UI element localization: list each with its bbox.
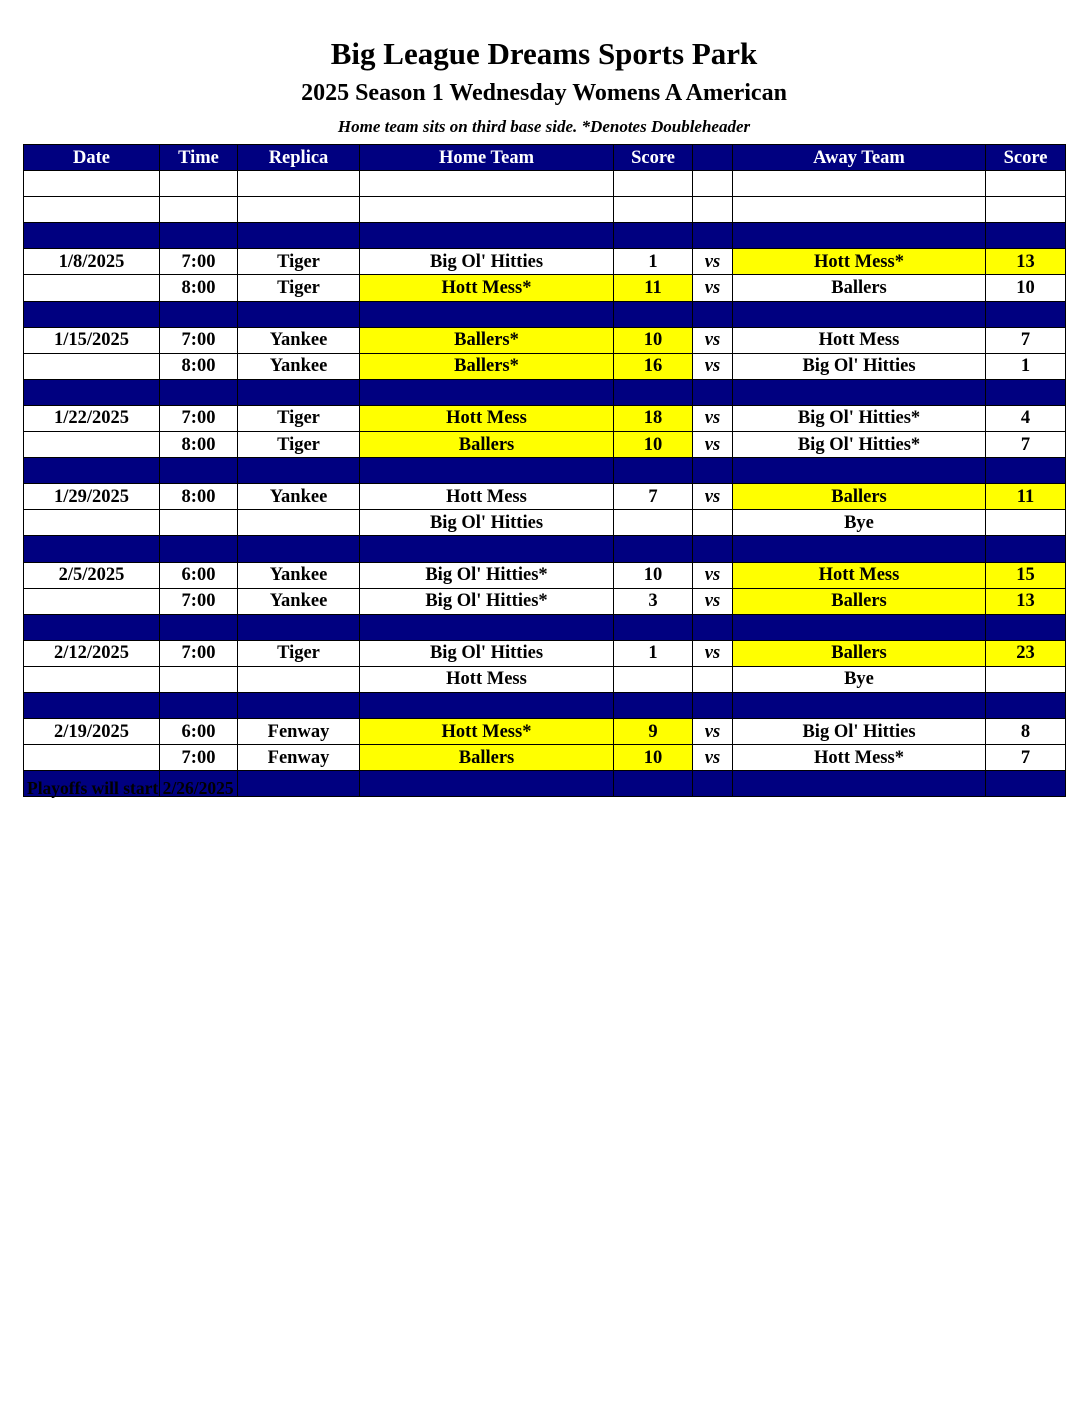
home-team-cell: Hott Mess*: [360, 719, 614, 745]
home-team-cell: [360, 614, 614, 640]
table-row: [24, 353, 1066, 379]
replica-cell: [238, 510, 360, 536]
away-team-cell: [733, 223, 986, 249]
away-score-cell: [986, 458, 1066, 484]
time-cell: [160, 301, 238, 327]
home-team-cell: [360, 171, 614, 197]
away-team-cell: [733, 458, 986, 484]
home-score-cell: [614, 771, 693, 797]
vs-cell: [693, 171, 733, 197]
table-header-row: [24, 145, 1066, 171]
vs-cell: vs: [693, 353, 733, 379]
replica-cell: Tiger: [238, 405, 360, 431]
home-team-cell: Ballers*: [360, 327, 614, 353]
separator-row: [24, 458, 1066, 484]
home-score-cell: 10: [614, 327, 693, 353]
home-score-cell: [614, 223, 693, 249]
time-cell: [160, 379, 238, 405]
table-row: [24, 562, 1066, 588]
table-row: [24, 484, 1066, 510]
time-cell: 8:00: [160, 432, 238, 458]
home-score-cell: 1: [614, 249, 693, 275]
home-score-cell: 16: [614, 353, 693, 379]
away-score-cell: 11: [986, 484, 1066, 510]
home-team-cell: Ballers: [360, 745, 614, 771]
away-score-cell: [986, 223, 1066, 249]
date-cell: [24, 223, 160, 249]
away-score-cell: [986, 171, 1066, 197]
away-team-cell: [733, 692, 986, 718]
time-cell: [160, 223, 238, 249]
table-row: [24, 510, 1066, 536]
home-team-cell: Ballers: [360, 432, 614, 458]
date-cell: [24, 745, 160, 771]
home-team-cell: Big Ol' Hitties: [360, 640, 614, 666]
away-team-cell: [733, 614, 986, 640]
vs-cell: [693, 458, 733, 484]
away-score-cell: 7: [986, 432, 1066, 458]
home-team-cell: Big Ol' Hitties*: [360, 588, 614, 614]
date-cell: [24, 275, 160, 301]
schedule-body: [24, 171, 1066, 797]
doubleheader-note: Home team sits on third base side. *Denotes Doubleheader: [337, 117, 751, 136]
away-team-cell: [733, 171, 986, 197]
playoffs-note: Playoffs will start 2/26/2025: [27, 778, 234, 798]
home-team-cell: Big Ol' Hitties: [360, 249, 614, 275]
away-score-cell: [986, 301, 1066, 327]
home-team-cell: [360, 379, 614, 405]
table-row: [24, 249, 1066, 275]
away-team-cell: [733, 771, 986, 797]
home-score-cell: [614, 536, 693, 562]
table-row: [24, 432, 1066, 458]
replica-cell: Yankee: [238, 562, 360, 588]
date-cell: [24, 588, 160, 614]
date-cell: [24, 614, 160, 640]
away-score-cell: 4: [986, 405, 1066, 431]
blank-row: [24, 171, 1066, 197]
separator-row: [24, 301, 1066, 327]
replica-cell: [238, 171, 360, 197]
table-row: [24, 275, 1066, 301]
away-team-cell: [733, 379, 986, 405]
time-cell: [160, 536, 238, 562]
home-score-cell: [614, 197, 693, 223]
home-score-cell: 1: [614, 640, 693, 666]
replica-cell: [238, 614, 360, 640]
home-team-cell: [360, 301, 614, 327]
table-row: [24, 666, 1066, 692]
page-subtitle: 2025 Season 1 Wednesday Womens A American: [301, 80, 787, 106]
vs-cell: [693, 379, 733, 405]
away-team-cell: Ballers: [733, 640, 986, 666]
time-cell: [160, 614, 238, 640]
separator-row: [24, 379, 1066, 405]
vs-cell: [693, 301, 733, 327]
replica-cell: Yankee: [238, 588, 360, 614]
away-score-cell: 10: [986, 275, 1066, 301]
home-score-cell: [614, 301, 693, 327]
replica-cell: Fenway: [238, 745, 360, 771]
home-team-cell: Big Ol' Hitties*: [360, 562, 614, 588]
time-cell: [160, 197, 238, 223]
date-cell: [24, 432, 160, 458]
home-score-cell: 3: [614, 588, 693, 614]
vs-cell: vs: [693, 562, 733, 588]
away-team-cell: Ballers: [733, 275, 986, 301]
separator-row: [24, 223, 1066, 249]
replica-cell: Tiger: [238, 432, 360, 458]
date-cell: 1/8/2025: [24, 249, 160, 275]
table-row: [24, 405, 1066, 431]
home-score-cell: [614, 379, 693, 405]
home-score-cell: [614, 458, 693, 484]
time-cell: [160, 692, 238, 718]
date-cell: 1/22/2025: [24, 405, 160, 431]
table-row: [24, 588, 1066, 614]
vs-cell: vs: [693, 484, 733, 510]
away-score-cell: 7: [986, 745, 1066, 771]
vs-cell: vs: [693, 327, 733, 353]
replica-cell: [238, 536, 360, 562]
date-cell: [24, 458, 160, 484]
away-score-cell: [986, 379, 1066, 405]
away-team-cell: Ballers: [733, 484, 986, 510]
date-cell: [24, 536, 160, 562]
away-score-cell: 15: [986, 562, 1066, 588]
away-score-cell: [986, 536, 1066, 562]
vs-cell: [693, 666, 733, 692]
home-score-cell: [614, 614, 693, 640]
home-team-cell: Big Ol' Hitties: [360, 510, 614, 536]
away-team-cell: Ballers: [733, 588, 986, 614]
vs-cell: vs: [693, 640, 733, 666]
table-row: [24, 719, 1066, 745]
separator-row: [24, 614, 1066, 640]
home-team-cell: [360, 197, 614, 223]
date-cell: [24, 666, 160, 692]
home-team-cell: [360, 771, 614, 797]
vs-cell: vs: [693, 405, 733, 431]
vs-cell: [693, 536, 733, 562]
replica-cell: Yankee: [238, 327, 360, 353]
away-team-cell: [733, 536, 986, 562]
away-score-cell: 13: [986, 588, 1066, 614]
replica-cell: [238, 771, 360, 797]
home-score-cell: 10: [614, 562, 693, 588]
away-score-cell: [986, 614, 1066, 640]
replica-cell: [238, 301, 360, 327]
vs-cell: vs: [693, 745, 733, 771]
table-row: [24, 745, 1066, 771]
time-cell: 8:00: [160, 484, 238, 510]
time-cell: 7:00: [160, 640, 238, 666]
away-team-cell: Hott Mess*: [733, 745, 986, 771]
col-header-vs: [693, 145, 733, 171]
home-team-cell: Hott Mess: [360, 484, 614, 510]
away-score-cell: 23: [986, 640, 1066, 666]
date-cell: [24, 379, 160, 405]
away-score-cell: [986, 666, 1066, 692]
home-team-cell: [360, 458, 614, 484]
replica-cell: [238, 223, 360, 249]
home-team-cell: Hott Mess: [360, 666, 614, 692]
time-cell: 7:00: [160, 745, 238, 771]
vs-cell: vs: [693, 432, 733, 458]
away-team-cell: Big Ol' Hitties*: [733, 432, 986, 458]
col-header-home-team: Home Team: [360, 145, 614, 171]
schedule-table: [23, 144, 1066, 797]
replica-cell: Yankee: [238, 353, 360, 379]
date-cell: 2/5/2025: [24, 562, 160, 588]
time-cell: 7:00: [160, 588, 238, 614]
away-team-cell: Big Ol' Hitties*: [733, 405, 986, 431]
date-cell: 2/12/2025: [24, 640, 160, 666]
date-cell: 2/19/2025: [24, 719, 160, 745]
away-score-cell: 8: [986, 719, 1066, 745]
away-team-cell: Bye: [733, 510, 986, 536]
replica-cell: Fenway: [238, 719, 360, 745]
home-team-cell: Hott Mess: [360, 405, 614, 431]
date-cell: [24, 301, 160, 327]
separator-row: [24, 536, 1066, 562]
vs-cell: [693, 223, 733, 249]
time-cell: 8:00: [160, 275, 238, 301]
time-cell: 7:00: [160, 327, 238, 353]
home-team-cell: Hott Mess*: [360, 275, 614, 301]
vs-cell: [693, 771, 733, 797]
vs-cell: [693, 692, 733, 718]
away-score-cell: 7: [986, 327, 1066, 353]
home-score-cell: 10: [614, 745, 693, 771]
col-header-date: Date: [24, 145, 160, 171]
col-header-replica: Replica: [238, 145, 360, 171]
vs-cell: [693, 197, 733, 223]
home-score-cell: [614, 171, 693, 197]
date-cell: [24, 353, 160, 379]
away-team-cell: Big Ol' Hitties: [733, 353, 986, 379]
away-score-cell: [986, 197, 1066, 223]
replica-cell: [238, 666, 360, 692]
replica-cell: Tiger: [238, 640, 360, 666]
time-cell: 6:00: [160, 562, 238, 588]
separator-row: [24, 692, 1066, 718]
home-score-cell: [614, 510, 693, 536]
table-row: [24, 640, 1066, 666]
vs-cell: [693, 510, 733, 536]
time-cell: [160, 666, 238, 692]
time-cell: [160, 510, 238, 536]
away-score-cell: [986, 692, 1066, 718]
home-team-cell: Ballers*: [360, 353, 614, 379]
away-team-cell: Hott Mess*: [733, 249, 986, 275]
date-cell: [24, 510, 160, 536]
table-row: [24, 327, 1066, 353]
date-cell: [24, 692, 160, 718]
time-cell: 7:00: [160, 405, 238, 431]
time-cell: [160, 171, 238, 197]
away-score-cell: 13: [986, 249, 1066, 275]
page-title: Big League Dreams Sports Park: [330, 36, 758, 71]
away-score-cell: [986, 510, 1066, 536]
col-header-home-score: Score: [614, 145, 693, 171]
vs-cell: vs: [693, 588, 733, 614]
replica-cell: [238, 197, 360, 223]
home-score-cell: 10: [614, 432, 693, 458]
away-team-cell: Hott Mess: [733, 562, 986, 588]
home-score-cell: 18: [614, 405, 693, 431]
time-cell: 6:00: [160, 719, 238, 745]
replica-cell: [238, 458, 360, 484]
blank-row: [24, 197, 1066, 223]
home-score-cell: 9: [614, 719, 693, 745]
col-header-away-score: Score: [986, 145, 1066, 171]
time-cell: 7:00: [160, 249, 238, 275]
away-team-cell: Hott Mess: [733, 327, 986, 353]
home-team-cell: [360, 223, 614, 249]
away-team-cell: Big Ol' Hitties: [733, 719, 986, 745]
vs-cell: vs: [693, 275, 733, 301]
home-score-cell: [614, 692, 693, 718]
replica-cell: [238, 692, 360, 718]
replica-cell: [238, 379, 360, 405]
home-score-cell: 7: [614, 484, 693, 510]
away-team-cell: [733, 197, 986, 223]
away-score-cell: [986, 771, 1066, 797]
vs-cell: vs: [693, 249, 733, 275]
home-team-cell: [360, 536, 614, 562]
vs-cell: vs: [693, 719, 733, 745]
home-score-cell: [614, 666, 693, 692]
date-cell: [24, 197, 160, 223]
date-cell: 1/29/2025: [24, 484, 160, 510]
away-team-cell: [733, 301, 986, 327]
date-cell: 1/15/2025: [24, 327, 160, 353]
time-cell: 8:00: [160, 353, 238, 379]
col-header-away-team: Away Team: [733, 145, 986, 171]
time-cell: [160, 458, 238, 484]
away-score-cell: 1: [986, 353, 1066, 379]
replica-cell: Tiger: [238, 249, 360, 275]
away-team-cell: Bye: [733, 666, 986, 692]
replica-cell: Tiger: [238, 275, 360, 301]
col-header-time: Time: [160, 145, 238, 171]
home-score-cell: 11: [614, 275, 693, 301]
home-team-cell: [360, 692, 614, 718]
date-cell: [24, 171, 160, 197]
replica-cell: Yankee: [238, 484, 360, 510]
vs-cell: [693, 614, 733, 640]
